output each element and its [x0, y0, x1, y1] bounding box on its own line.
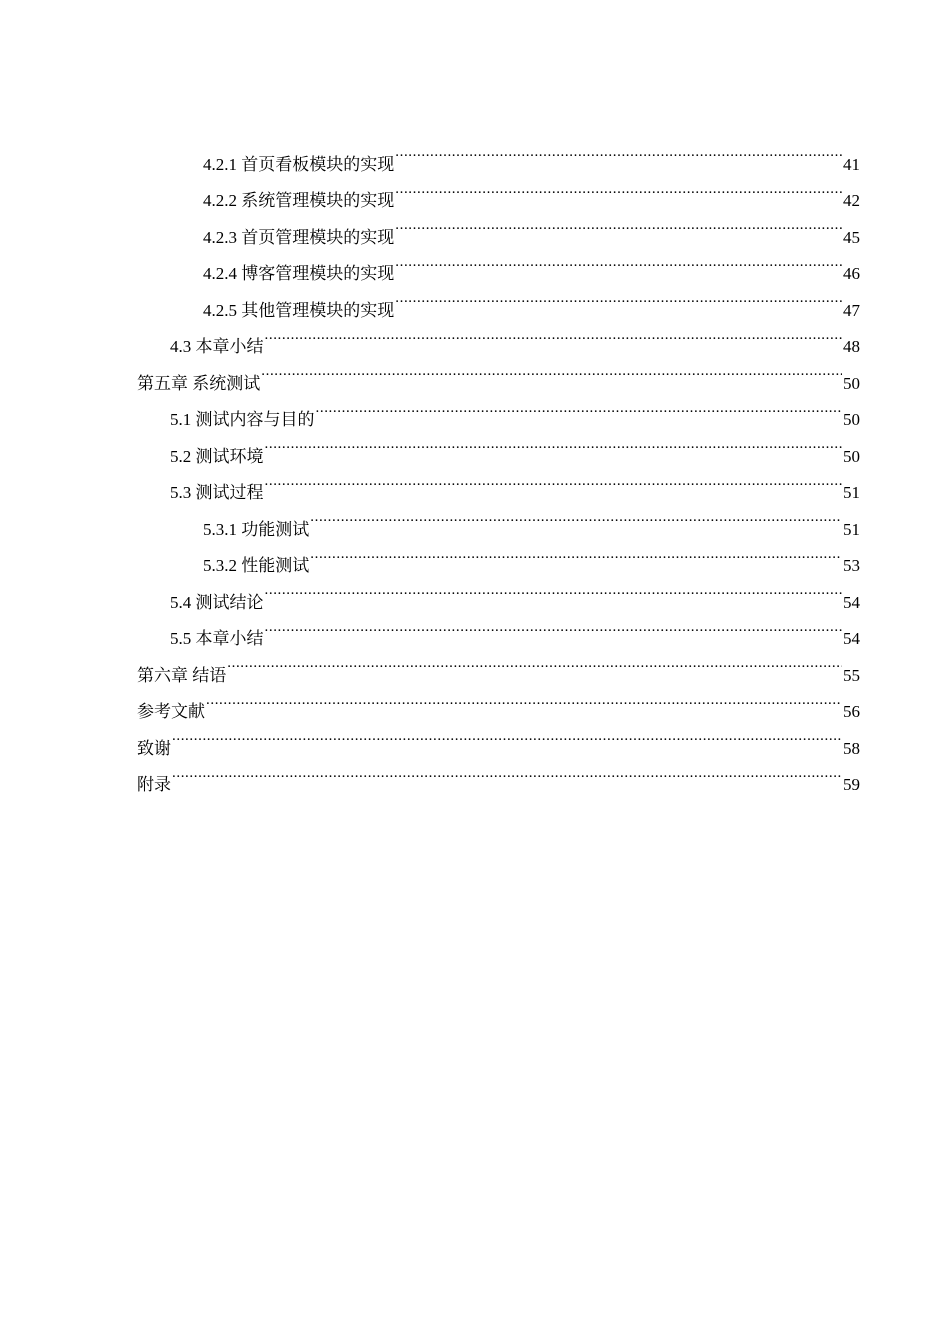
toc-entry-title: 第六章 结语	[137, 665, 227, 685]
toc-dot-leader	[395, 133, 842, 170]
toc-entry-title: 致谢	[137, 738, 171, 758]
toc-entry-page-number: 45	[843, 227, 860, 247]
toc-entry-title: 4.2.5 其他管理模块的实现	[203, 300, 395, 320]
toc-entry-page-number: 46	[843, 264, 860, 283]
toc-dot-leader	[395, 206, 842, 243]
toc-dot-leader	[310, 535, 842, 572]
toc-entry-title: 5.3 测试过程	[170, 483, 264, 502]
toc-entry-page-number: 42	[843, 191, 860, 210]
toc-entry-title: 4.2.3 首页管理模块的实现	[203, 227, 395, 247]
toc-entry[interactable]	[137, 754, 860, 794]
toc-dot-leader	[265, 316, 843, 353]
toc-dot-leader	[395, 279, 842, 316]
toc-entry-title: 4.2.1 首页看板模块的实现	[203, 154, 395, 174]
toc-dot-leader	[265, 571, 843, 608]
toc-entry[interactable]	[137, 644, 860, 685]
toc-dot-leader	[265, 608, 843, 645]
toc-entry-title: 5.2 测试环境	[170, 446, 264, 466]
toc-entry-title: 4.3 本章小结	[170, 337, 264, 356]
toc-entry-page-number: 56	[843, 702, 860, 721]
toc-entry-title: 5.5 本章小结	[170, 629, 264, 648]
toc-entry-title: 5.3.2 性能测试	[203, 556, 310, 575]
toc-entry-page-number: 41	[843, 154, 860, 174]
toc-dot-leader	[310, 498, 842, 535]
toc-entry-page-number: 58	[843, 738, 860, 758]
table-of-contents	[137, 133, 860, 794]
toc-dot-leader	[261, 352, 842, 389]
toc-entry-page-number: 55	[843, 665, 860, 685]
toc-entry-title: 5.4 测试结论	[170, 592, 264, 612]
toc-dot-leader	[395, 170, 842, 207]
toc-entry-title: 4.2.2 系统管理模块的实现	[203, 191, 395, 210]
toc-entry-page-number: 50	[843, 410, 860, 429]
toc-entry-title: 第五章 系统测试	[137, 373, 261, 393]
toc-dot-leader	[265, 425, 843, 462]
toc-entry[interactable]	[137, 717, 860, 758]
toc-entry-page-number: 47	[843, 300, 860, 320]
toc-entry-title: 附录	[137, 775, 171, 794]
toc-entry-page-number: 51	[843, 483, 860, 502]
toc-dot-leader	[265, 462, 843, 499]
toc-dot-leader	[316, 389, 843, 426]
toc-entry-page-number: 48	[843, 337, 860, 356]
toc-dot-leader	[227, 644, 842, 681]
toc-entry-page-number: 54	[843, 629, 860, 648]
toc-entry-title: 5.3.1 功能测试	[203, 519, 310, 539]
toc-entry-page-number: 53	[843, 556, 860, 575]
toc-entry-title: 参考文献	[137, 702, 205, 721]
toc-entry-title: 4.2.4 博客管理模块的实现	[203, 264, 395, 283]
toc-dot-leader	[206, 681, 842, 718]
toc-dot-leader	[395, 243, 842, 280]
toc-entry[interactable]	[137, 133, 860, 174]
toc-entry[interactable]	[137, 681, 860, 721]
toc-entry-page-number: 50	[843, 446, 860, 466]
toc-entry-page-number: 54	[843, 592, 860, 612]
toc-entry-page-number: 50	[843, 373, 860, 393]
toc-dot-leader	[172, 717, 842, 754]
toc-dot-leader	[172, 754, 842, 791]
toc-entry-page-number: 51	[843, 519, 860, 539]
toc-entry-title: 5.1 测试内容与目的	[170, 410, 315, 429]
toc-entry-page-number: 59	[843, 775, 860, 794]
